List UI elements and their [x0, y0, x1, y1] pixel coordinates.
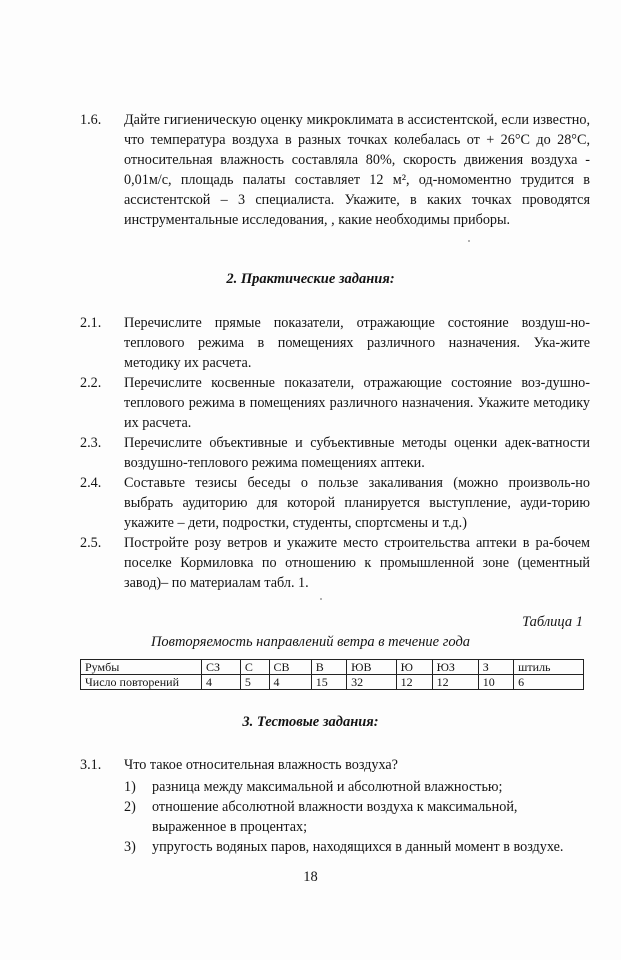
- item-number: 2.1.: [80, 315, 102, 331]
- table-cell: Ю: [396, 660, 432, 675]
- option-text: разница между максимальной и абсолютной влажностью;: [152, 779, 503, 795]
- item-text: Перечислите объективные и субъективные методы оценки адек-ватности воздушно-теплового режима помещениях аптеки.: [124, 435, 590, 471]
- page-number: 18: [303, 869, 318, 885]
- item-text: Составьте тезисы беседы о пользе закаливания (можно произволь-но выбрать аудиторию для которой планируется выступление, ауди-торию укажите – дети, подростки, студенты, спортсмены и т.д.): [124, 475, 590, 531]
- table-cell: 10: [478, 675, 513, 690]
- item-text: Перечислите прямые показатели, отражающие состояние воздуш-но-теплового режима в помещениях различного назначения. Ука-жите методику их расчета.: [124, 315, 590, 371]
- table-cell: ЮЗ: [432, 660, 478, 675]
- wind-frequency-table: [80, 659, 584, 690]
- table-cell: 12: [396, 675, 432, 690]
- section-2-heading: 2. Практические задания:: [226, 271, 395, 287]
- table-row: [81, 660, 584, 675]
- table-cell: ЮВ: [347, 660, 396, 675]
- item-text: Дайте гигиеническую оценку микроклимата в ассистентской, если известно, что температура воздуха в разных точках колебалась от + 26°С до 28°С, относительная влажность составляла 80%, скорость движения воздуха - 0,01м/с, площадь палаты составляет 12 м², од-номоментно трудится в ассистентской – 3 специалиста. Укажите, в каких точках проводятся инструментальные исследования, , какие необходимы приборы.: [124, 112, 590, 228]
- table-cell: СЗ: [202, 660, 241, 675]
- option-number: 2): [124, 799, 136, 815]
- table-row-header: Число повторений: [81, 675, 202, 690]
- table-cell: 4: [202, 675, 241, 690]
- item-text: Постройте розу ветров и укажите место строительства аптеки в ра-бочем поселке Кормиловка по отношению к промышленной зоне (цементный завод)– по материалам табл. 1.: [124, 535, 590, 591]
- scan-speck: [320, 598, 322, 600]
- option-text: отношение абсолютной влажности воздуха к максимальной, выраженное в процентах;: [152, 799, 518, 835]
- item-number: 2.4.: [80, 475, 102, 491]
- option-number: 3): [124, 839, 136, 855]
- table-label: Таблица 1: [522, 614, 583, 630]
- table-cell: 12: [432, 675, 478, 690]
- section-3-heading: 3. Тестовые задания:: [242, 714, 379, 730]
- option-number: 1): [124, 779, 136, 795]
- table-cell: 15: [311, 675, 346, 690]
- table-cell: 4: [269, 675, 311, 690]
- item-text: Перечислите косвенные показатели, отражающие состояние воз-душно-теплового режима в помещениях различного назначения. Укажите методику их расчета.: [124, 375, 590, 431]
- table-row-header: Румбы: [81, 660, 202, 675]
- table-cell: штиль: [514, 660, 584, 675]
- item-number: 2.2.: [80, 375, 102, 391]
- table-cell: В: [311, 660, 346, 675]
- question-text: Что такое относительная влажность воздуха?: [124, 757, 398, 773]
- table-row: [81, 675, 584, 690]
- table-cell: 32: [347, 675, 396, 690]
- scan-speck: [468, 240, 470, 242]
- item-number: 2.3.: [80, 435, 102, 451]
- table-cell: СВ: [269, 660, 311, 675]
- item-number: 2.5.: [80, 535, 102, 551]
- item-number: 1.6.: [80, 112, 102, 128]
- option-text: упругость водяных паров, находящихся в данный момент в воздухе.: [152, 839, 564, 855]
- table-cell: С: [240, 660, 269, 675]
- table-cell: 6: [514, 675, 584, 690]
- table-cell: 5: [240, 675, 269, 690]
- question-number: 3.1.: [80, 757, 102, 773]
- table-cell: З: [478, 660, 513, 675]
- table-caption: Повторяемость направлений ветра в течение года: [150, 634, 471, 650]
